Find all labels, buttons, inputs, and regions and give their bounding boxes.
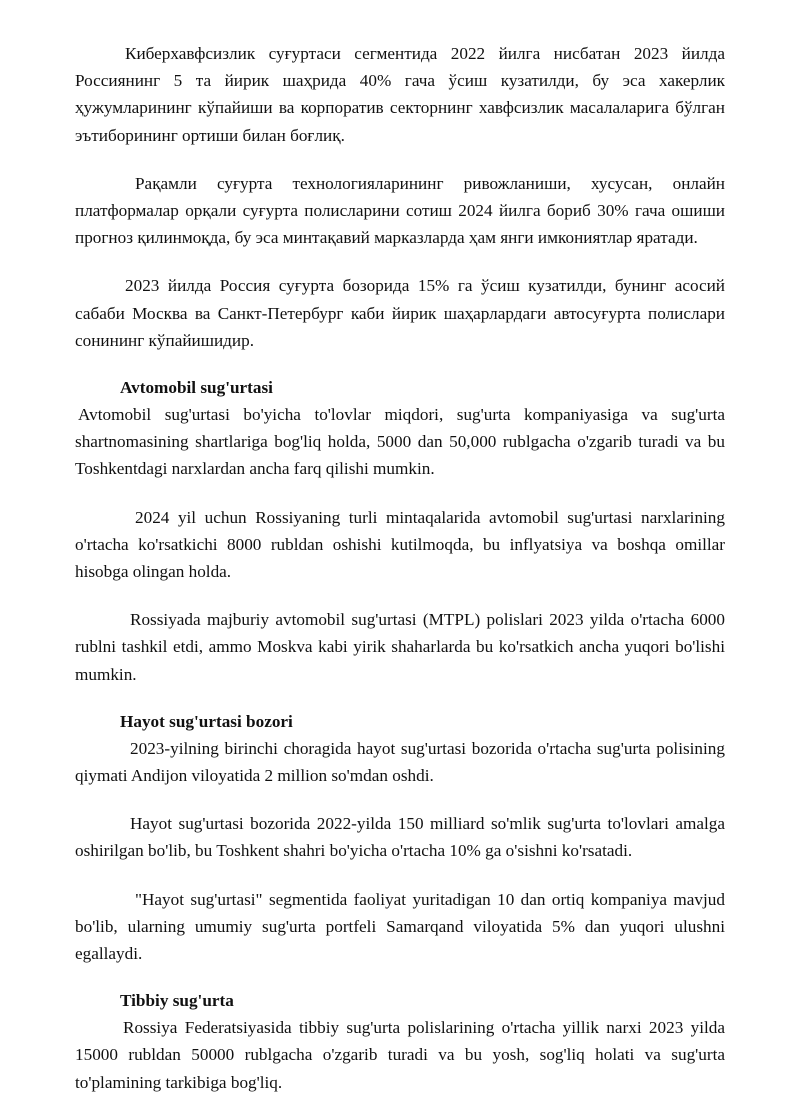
intro-paragraph-2: Рақамли суғурта технологияларининг ривожланиши, хусусан, онлайн платформалар орқали суғурта полисларини сотиш 2024 йилга бориб 30% гача ошиши прогноз қилинмоқда, бу эса минтақавий марказларда ҳам янги имкониятлар яратади. bbox=[75, 173, 725, 248]
section-heading: Hayot sug'urtasi bozori bbox=[120, 711, 293, 731]
section-car-insurance bbox=[75, 375, 725, 688]
section-paragraph: Rossiya Federatsiyasida tibbiy sug'urta polislarining o'rtacha yillik narxi 2023 yilda 15000 rubldan 50000 rublgacha o'zgarib turadi va bu yosh, sog'liq holati va sug'urta to'plamining tarkibiga bog'liq. bbox=[75, 1018, 725, 1092]
section-paragraph: 2023-yilning birinchi choragida hayot sug'urtasi bozorida o'rtacha sug'urta polisining qiymati Andijon viloyatida 2 million so'mdan oshdi. bbox=[75, 738, 725, 786]
section-heading: Tibbiy sug'urta bbox=[120, 991, 234, 1011]
section-paragraph: 2024 yil uchun Rossiyaning turli mintaqalarida avtomobil sug'urtasi narxlarining o'rtacha ko'rsatkichi 8000 rubldan oshishi kutilmoqda, bu inflyatsiya va boshqa omillar hisobga olingan holda. bbox=[75, 507, 725, 582]
document-page bbox=[75, 40, 725, 1096]
section-health-insurance bbox=[75, 988, 725, 1096]
section-paragraph: Rossiyada majburiy avtomobil sug'urtasi (MTPL) polislari 2023 yilda o'rtacha 6000 rublni tashkil etdi, ammo Moskva kabi yirik shaharlarda bu ko'rsatkich ancha yuqori bo'lishi mumkin. bbox=[75, 610, 725, 684]
section-heading: Avtomobil sug'urtasi bbox=[120, 378, 273, 398]
intro-paragraph-1: Киберхавфсизлик суғуртаси сегментида 2022 йилга нисбатан 2023 йилда Россиянинг 5 та йирик шаҳрида 40% гача ўсиш кузатилди, бу эса хакерлик ҳужумларининг кўпайиши ва корпоратив секторнинг хавфсизлик масалаларига бўлган эътиборининг ортиши билан боғлиқ. bbox=[75, 44, 725, 145]
section-paragraph: Hayot sug'urtasi bozorida 2022-yilda 150 milliard so'mlik sug'urta to'lovlari amalga oshirilgan bo'lib, bu Toshkent shahri bo'yicha o'rtacha 10% ga o'sishni ko'rsatadi. bbox=[75, 814, 725, 861]
section-paragraph: Avtomobil sug'urtasi bo'yicha to'lovlar miqdori, sug'urta kompaniyasiga va sug'urta shartnomasining shartlariga bog'liq holda, 5000 dan 50,000 rublgacha o'zgarib turadi va bu Toshkentdagi narxlardan ancha farq qilishi mumkin. bbox=[75, 405, 725, 479]
section-life-insurance bbox=[75, 709, 725, 967]
section-paragraph: "Hayot sug'urtasi" segmentida faoliyat yuritadigan 10 dan ortiq kompaniya mavjud bo'lib, ularning umumiy sug'urta portfeli Samarqand viloyatida 5% dan yuqori ulushni egallaydi. bbox=[75, 889, 725, 964]
intro-paragraph-3: 2023 йилда Россия суғурта бозорида 15% га ўсиш кузатилди, бунинг асосий сабаби Москва ва Санкт-Петербург каби йирик шаҳарлардаги автосуғурта полислари сонининг кўпайишидир. bbox=[75, 276, 725, 350]
